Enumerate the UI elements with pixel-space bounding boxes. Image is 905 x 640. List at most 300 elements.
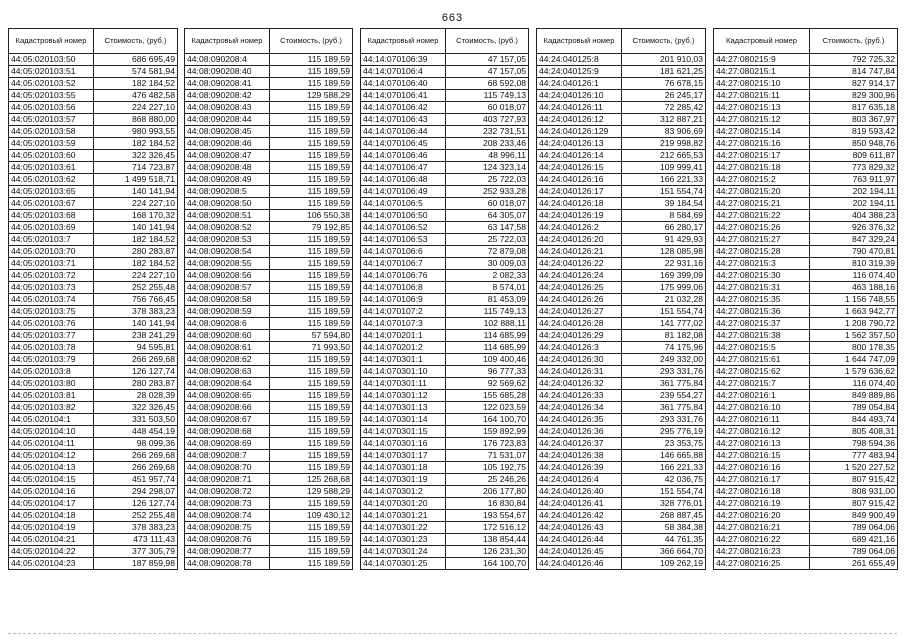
cost-cell: 109 430,12 xyxy=(270,510,353,522)
table-row xyxy=(9,366,178,378)
cadastral-number-cell: 44:05:020104:1 xyxy=(9,414,94,426)
table-row xyxy=(361,462,529,474)
cost-cell: 792 725,32 xyxy=(810,54,898,66)
table-row xyxy=(537,414,706,426)
cost-cell: 773 829,32 xyxy=(810,162,898,174)
cadastral-number-cell: 44:05:020104:13 xyxy=(9,462,94,474)
cost-cell: 181 621,25 xyxy=(622,66,706,78)
table-row xyxy=(361,474,529,486)
table-row xyxy=(537,78,706,90)
cost-cell: 328 776,01 xyxy=(622,498,706,510)
table-row xyxy=(537,198,706,210)
cadastral-number-cell: 44:24:040126:41 xyxy=(537,498,622,510)
table-row xyxy=(361,114,529,126)
cost-cell: 48 996,11 xyxy=(446,150,529,162)
cadastral-number-cell: 44:05:020104:11 xyxy=(9,438,94,450)
table-row xyxy=(9,330,178,342)
table-row xyxy=(714,234,898,246)
cost-cell: 58 384,38 xyxy=(622,522,706,534)
cost-cell: 115 749,13 xyxy=(446,90,529,102)
cost-cell: 92 569,62 xyxy=(446,378,529,390)
cost-cell: 26 245,17 xyxy=(622,90,706,102)
table-row xyxy=(185,198,353,210)
cost-cell: 212 665,53 xyxy=(622,150,706,162)
table-row xyxy=(361,186,529,198)
cadastral-number-cell: 44:05:020103:77 xyxy=(9,330,94,342)
cost-cell: 115 189,59 xyxy=(270,54,353,66)
table-row xyxy=(9,150,178,162)
cadastral-number-cell: 44:08:090208:42 xyxy=(185,90,270,102)
cadastral-number-cell: 44:27:080215:37 xyxy=(714,318,810,330)
cost-cell: 115 189,59 xyxy=(270,186,353,198)
cost-cell: 219 998,82 xyxy=(622,138,706,150)
table-row xyxy=(537,318,706,330)
cost-cell: 109 400,46 xyxy=(446,354,529,366)
cadastral-number-cell: 44:27:080215:12 xyxy=(714,114,810,126)
cadastral-number-cell: 44:27:080216:16 xyxy=(714,462,810,474)
cadastral-number-cell: 44:14:070106:40 xyxy=(361,78,446,90)
table-row xyxy=(714,306,898,318)
cost-cell: 182 184,52 xyxy=(94,258,178,270)
table-row xyxy=(714,294,898,306)
table-row xyxy=(537,486,706,498)
cadastral-number-cell: 44:14:070301:22 xyxy=(361,522,446,534)
cost-cell: 115 189,59 xyxy=(270,198,353,210)
table-row xyxy=(9,402,178,414)
cadastral-number-cell: 44:14:070301:14 xyxy=(361,414,446,426)
table-row xyxy=(361,498,529,510)
cadastral-number-cell: 44:05:020103:72 xyxy=(9,270,94,282)
cadastral-number-cell: 44:27:080216:13 xyxy=(714,438,810,450)
cost-cell: 115 189,59 xyxy=(270,246,353,258)
table-row xyxy=(714,150,898,162)
table-row xyxy=(537,366,706,378)
cost-cell: 151 554,74 xyxy=(622,186,706,198)
cost-cell: 151 554,74 xyxy=(622,486,706,498)
cost-cell: 109 999,41 xyxy=(622,162,706,174)
table-row xyxy=(185,222,353,234)
cost-cell: 115 189,59 xyxy=(270,306,353,318)
cost-cell: 763 911,97 xyxy=(810,174,898,186)
table-row xyxy=(185,138,353,150)
cadastral-number-cell: 44:27:080216:15 xyxy=(714,450,810,462)
table-row xyxy=(9,522,178,534)
cost-cell: 448 454,19 xyxy=(94,426,178,438)
cost-cell: 176 723,83 xyxy=(446,438,529,450)
table-row xyxy=(185,234,353,246)
table-header-row xyxy=(361,29,529,54)
cadastral-number-cell: 44:08:090208:75 xyxy=(185,522,270,534)
table-row xyxy=(361,438,529,450)
table-row xyxy=(9,438,178,450)
cadastral-number-cell: 44:27:080215:22 xyxy=(714,210,810,222)
cadastral-number-cell: 44:24:040126:20 xyxy=(537,234,622,246)
cost-cell: 115 189,59 xyxy=(270,438,353,450)
cadastral-number-cell: 44:05:020103:65 xyxy=(9,186,94,198)
cadastral-table-5 xyxy=(713,28,898,570)
table-row xyxy=(361,270,529,282)
cost-cell: 187 859,98 xyxy=(94,558,178,570)
table-row xyxy=(537,258,706,270)
table-row xyxy=(9,174,178,186)
cost-cell: 206 177,80 xyxy=(446,486,529,498)
cost-cell: 126 127,74 xyxy=(94,366,178,378)
cost-cell: 115 189,59 xyxy=(270,366,353,378)
cadastral-number-cell: 44:27:080215:17 xyxy=(714,150,810,162)
table-row xyxy=(714,462,898,474)
cost-cell: 686 695,49 xyxy=(94,54,178,66)
cadastral-number-cell: 44:24:040126:33 xyxy=(537,390,622,402)
table-row xyxy=(714,126,898,138)
table-row xyxy=(361,210,529,222)
cadastral-number-cell: 44:14:070301:10 xyxy=(361,366,446,378)
cadastral-number-cell: 44:08:090208:43 xyxy=(185,102,270,114)
cost-cell: 115 189,59 xyxy=(270,174,353,186)
table-row xyxy=(537,306,706,318)
table-row xyxy=(361,510,529,522)
cadastral-number-cell: 44:14:070106:4 xyxy=(361,66,446,78)
cost-cell: 102 888,11 xyxy=(446,318,529,330)
table-row xyxy=(537,498,706,510)
cost-cell: 72 879,08 xyxy=(446,246,529,258)
cost-cell: 114 685,99 xyxy=(446,330,529,342)
cadastral-number-cell: 44:24:040126:39 xyxy=(537,462,622,474)
table-row xyxy=(714,54,898,66)
cadastral-number-cell: 44:14:070106:49 xyxy=(361,186,446,198)
cost-cell: 115 189,59 xyxy=(270,258,353,270)
table-row xyxy=(9,102,178,114)
cost-cell: 30 009,03 xyxy=(446,258,529,270)
table-row xyxy=(361,390,529,402)
cost-cell: 21 032,28 xyxy=(622,294,706,306)
cadastral-number-cell: 44:24:040126:38 xyxy=(537,450,622,462)
cost-cell: 116 074,40 xyxy=(810,270,898,282)
cadastral-number-cell: 44:14:070301:25 xyxy=(361,558,446,570)
table-row xyxy=(714,558,898,570)
cost-cell: 814 747,84 xyxy=(810,66,898,78)
cadastral-number-cell: 44:14:070106:48 xyxy=(361,174,446,186)
table-row xyxy=(185,450,353,462)
table-row xyxy=(361,198,529,210)
table-row xyxy=(361,126,529,138)
cost-cell: 115 189,59 xyxy=(270,102,353,114)
cost-cell: 261 655,49 xyxy=(810,558,898,570)
cost-cell: 122 023,59 xyxy=(446,402,529,414)
cadastral-number-cell: 44:24:040126:3 xyxy=(537,342,622,354)
table-row xyxy=(537,390,706,402)
cadastral-number-cell: 44:08:090208:54 xyxy=(185,246,270,258)
table-row xyxy=(361,354,529,366)
table-row xyxy=(714,534,898,546)
table-row xyxy=(9,198,178,210)
cadastral-number-cell: 44:08:090208:66 xyxy=(185,402,270,414)
cost-cell: 81 453,09 xyxy=(446,294,529,306)
cadastral-number-cell: 44:27:080215:9 xyxy=(714,54,810,66)
header-cost: Стоимость, (руб.) xyxy=(622,29,706,54)
cost-cell: 807 915,42 xyxy=(810,498,898,510)
table-row xyxy=(9,270,178,282)
table-row xyxy=(537,54,706,66)
table-row xyxy=(537,474,706,486)
cadastral-number-cell: 44:27:080215:61 xyxy=(714,354,810,366)
cost-cell: 115 189,59 xyxy=(270,234,353,246)
table-row xyxy=(714,66,898,78)
table-row xyxy=(9,186,178,198)
cost-cell: 777 483,94 xyxy=(810,450,898,462)
table-row xyxy=(185,546,353,558)
table-row xyxy=(361,306,529,318)
table-row xyxy=(361,78,529,90)
cadastral-number-cell: 44:27:080216:11 xyxy=(714,414,810,426)
cost-cell: 115 189,59 xyxy=(270,402,353,414)
table-row xyxy=(185,414,353,426)
cost-cell: 232 731,51 xyxy=(446,126,529,138)
cost-cell: 23 353,75 xyxy=(622,438,706,450)
table-row xyxy=(185,270,353,282)
cadastral-number-cell: 44:27:080215:11 xyxy=(714,90,810,102)
cost-cell: 60 018,07 xyxy=(446,198,529,210)
table-row xyxy=(537,162,706,174)
cost-cell: 115 189,59 xyxy=(270,150,353,162)
cost-cell: 25 722,03 xyxy=(446,174,529,186)
cadastral-number-cell: 44:08:090208:46 xyxy=(185,138,270,150)
header-cadastral-number: Кадастровый номер xyxy=(714,29,810,54)
page-number: 663 xyxy=(441,12,464,24)
cost-cell: 129 588,29 xyxy=(270,90,353,102)
cost-cell: 849 889,86 xyxy=(810,390,898,402)
cadastral-table-3 xyxy=(360,28,529,570)
cadastral-number-cell: 44:14:070106:43 xyxy=(361,114,446,126)
table-row xyxy=(9,462,178,474)
cost-cell: 115 189,59 xyxy=(270,390,353,402)
cadastral-number-cell: 44:05:020104:12 xyxy=(9,450,94,462)
table-row xyxy=(185,306,353,318)
cadastral-number-cell: 44:08:090208:68 xyxy=(185,426,270,438)
table-header-row xyxy=(714,29,898,54)
cost-cell: 451 957,74 xyxy=(94,474,178,486)
table-row xyxy=(9,234,178,246)
table-row xyxy=(714,102,898,114)
cost-cell: 115 189,59 xyxy=(270,522,353,534)
table-row xyxy=(9,138,178,150)
cadastral-number-cell: 44:08:090208:49 xyxy=(185,174,270,186)
cadastral-number-cell: 44:05:020103:55 xyxy=(9,90,94,102)
cost-cell: 850 948,76 xyxy=(810,138,898,150)
cost-cell: 83 906,69 xyxy=(622,126,706,138)
table-row xyxy=(9,390,178,402)
cadastral-number-cell: 44:08:090208:59 xyxy=(185,306,270,318)
cadastral-table-1 xyxy=(8,28,178,570)
cadastral-number-cell: 44:27:080215:5 xyxy=(714,342,810,354)
table-row xyxy=(714,486,898,498)
cadastral-number-cell: 44:14:070106:50 xyxy=(361,210,446,222)
cadastral-number-cell: 44:24:040126:25 xyxy=(537,282,622,294)
header-cost: Стоимость, (руб.) xyxy=(810,29,898,54)
cadastral-number-cell: 44:27:080216:23 xyxy=(714,546,810,558)
table-row xyxy=(714,282,898,294)
cost-cell: 331 503,50 xyxy=(94,414,178,426)
table-row xyxy=(9,162,178,174)
cadastral-number-cell: 44:24:040126:30 xyxy=(537,354,622,366)
table-row xyxy=(714,438,898,450)
table-row xyxy=(185,186,353,198)
cost-cell: 1 499 518,71 xyxy=(94,174,178,186)
cadastral-number-cell: 44:08:090208:78 xyxy=(185,558,270,570)
cadastral-number-cell: 44:08:090208:47 xyxy=(185,150,270,162)
cadastral-number-cell: 44:08:090208:56 xyxy=(185,270,270,282)
cadastral-number-cell: 44:14:070106:5 xyxy=(361,198,446,210)
table-row xyxy=(714,426,898,438)
table-row xyxy=(185,426,353,438)
table-row xyxy=(361,102,529,114)
table-row xyxy=(537,234,706,246)
cadastral-number-cell: 44:24:040126:19 xyxy=(537,210,622,222)
cost-cell: 847 329,24 xyxy=(810,234,898,246)
table-row xyxy=(185,54,353,66)
cost-cell: 803 367,97 xyxy=(810,114,898,126)
cost-cell: 60 018,07 xyxy=(446,102,529,114)
cadastral-number-cell: 44:27:080215:26 xyxy=(714,222,810,234)
table-row xyxy=(9,78,178,90)
cost-cell: 115 189,59 xyxy=(270,498,353,510)
cost-cell: 182 184,52 xyxy=(94,234,178,246)
cadastral-number-cell: 44:27:080215:14 xyxy=(714,126,810,138)
cost-cell: 115 189,59 xyxy=(270,354,353,366)
cadastral-number-cell: 44:14:070301:11 xyxy=(361,378,446,390)
cadastral-number-cell: 44:27:080215:36 xyxy=(714,306,810,318)
cadastral-number-cell: 44:27:080215:1 xyxy=(714,66,810,78)
cadastral-number-cell: 44:24:040126:27 xyxy=(537,306,622,318)
table-row xyxy=(185,126,353,138)
cadastral-number-cell: 44:08:090208:4 xyxy=(185,54,270,66)
cost-cell: 140 141,94 xyxy=(94,186,178,198)
cost-cell: 98 099,36 xyxy=(94,438,178,450)
table-row xyxy=(537,138,706,150)
table-row xyxy=(714,162,898,174)
cost-cell: 175 999,06 xyxy=(622,282,706,294)
table-row xyxy=(537,90,706,102)
table-row xyxy=(361,402,529,414)
cadastral-number-cell: 44:05:020103:73 xyxy=(9,282,94,294)
table-row xyxy=(714,354,898,366)
cadastral-number-cell: 44:14:070106:8 xyxy=(361,282,446,294)
cost-cell: 115 189,59 xyxy=(270,378,353,390)
cost-cell: 79 192,85 xyxy=(270,222,353,234)
cadastral-number-cell: 44:08:090208:55 xyxy=(185,258,270,270)
table-row xyxy=(537,210,706,222)
cost-cell: 849 900,49 xyxy=(810,510,898,522)
table-row xyxy=(537,402,706,414)
cadastral-number-cell: 44:24:040126:36 xyxy=(537,426,622,438)
cost-cell: 115 189,59 xyxy=(270,318,353,330)
cadastral-number-cell: 44:05:020104:15 xyxy=(9,474,94,486)
table-row xyxy=(714,414,898,426)
table-row xyxy=(185,510,353,522)
cost-cell: 91 429,93 xyxy=(622,234,706,246)
table-row xyxy=(185,66,353,78)
cadastral-number-cell: 44:27:080215:62 xyxy=(714,366,810,378)
cadastral-number-cell: 44:24:040126:40 xyxy=(537,486,622,498)
cost-cell: 1 520 227,52 xyxy=(810,462,898,474)
cadastral-number-cell: 44:14:070107:3 xyxy=(361,318,446,330)
cost-cell: 252 933,28 xyxy=(446,186,529,198)
table-row xyxy=(361,222,529,234)
cadastral-number-cell: 44:05:020103:60 xyxy=(9,150,94,162)
cadastral-number-cell: 44:08:090208:45 xyxy=(185,126,270,138)
cadastral-number-cell: 44:08:090208:5 xyxy=(185,186,270,198)
table-row xyxy=(9,126,178,138)
cadastral-number-cell: 44:08:090208:70 xyxy=(185,462,270,474)
cost-cell: 8 574,01 xyxy=(446,282,529,294)
cost-cell: 574 581,94 xyxy=(94,66,178,78)
table-row xyxy=(537,282,706,294)
cost-cell: 1 208 790,72 xyxy=(810,318,898,330)
cost-cell: 202 194,11 xyxy=(810,186,898,198)
table-row xyxy=(9,306,178,318)
table-row xyxy=(9,486,178,498)
cost-cell: 166 221,33 xyxy=(622,174,706,186)
cadastral-number-cell: 44:24:040126:21 xyxy=(537,246,622,258)
cadastral-number-cell: 44:24:040126:43 xyxy=(537,522,622,534)
cost-cell: 829 300,96 xyxy=(810,90,898,102)
cost-cell: 817 635,18 xyxy=(810,102,898,114)
table-row xyxy=(361,450,529,462)
table-row xyxy=(714,174,898,186)
table-row xyxy=(714,546,898,558)
cost-cell: 293 331,76 xyxy=(622,366,706,378)
cadastral-number-cell: 44:24:040126:37 xyxy=(537,438,622,450)
cadastral-number-cell: 44:14:070106:46 xyxy=(361,150,446,162)
cost-cell: 124 323,14 xyxy=(446,162,529,174)
table-row xyxy=(361,162,529,174)
cost-cell: 844 493,74 xyxy=(810,414,898,426)
cost-cell: 322 326,45 xyxy=(94,150,178,162)
header-cadastral-number: Кадастровый номер xyxy=(361,29,446,54)
cadastral-number-cell: 44:27:080215:2 xyxy=(714,174,810,186)
cadastral-number-cell: 44:27:080215:27 xyxy=(714,234,810,246)
table-row xyxy=(185,78,353,90)
cost-cell: 115 189,59 xyxy=(270,282,353,294)
table-row xyxy=(361,246,529,258)
table-row xyxy=(537,126,706,138)
table-row xyxy=(537,546,706,558)
table-row xyxy=(185,474,353,486)
cadastral-number-cell: 44:05:020103:67 xyxy=(9,198,94,210)
cadastral-number-cell: 44:24:040126:34 xyxy=(537,402,622,414)
cadastral-number-cell: 44:24:040126:29 xyxy=(537,330,622,342)
cost-cell: 790 470,81 xyxy=(810,246,898,258)
table-row xyxy=(361,318,529,330)
table-row xyxy=(361,522,529,534)
table-row xyxy=(361,366,529,378)
table-row xyxy=(714,342,898,354)
cadastral-number-cell: 44:27:080215:35 xyxy=(714,294,810,306)
table-row xyxy=(714,114,898,126)
table-row xyxy=(537,462,706,474)
cost-cell: 252 255,48 xyxy=(94,510,178,522)
cost-cell: 109 262,19 xyxy=(622,558,706,570)
table-row xyxy=(185,102,353,114)
table-row xyxy=(361,546,529,558)
cadastral-number-cell: 44:08:090208:62 xyxy=(185,354,270,366)
cost-cell: 57 594,80 xyxy=(270,330,353,342)
cadastral-number-cell: 44:14:070201:2 xyxy=(361,342,446,354)
cost-cell: 25 722,03 xyxy=(446,234,529,246)
cost-cell: 293 331,76 xyxy=(622,414,706,426)
cadastral-number-cell: 44:08:090208:71 xyxy=(185,474,270,486)
table-row xyxy=(537,522,706,534)
cost-cell: 312 887,21 xyxy=(622,114,706,126)
